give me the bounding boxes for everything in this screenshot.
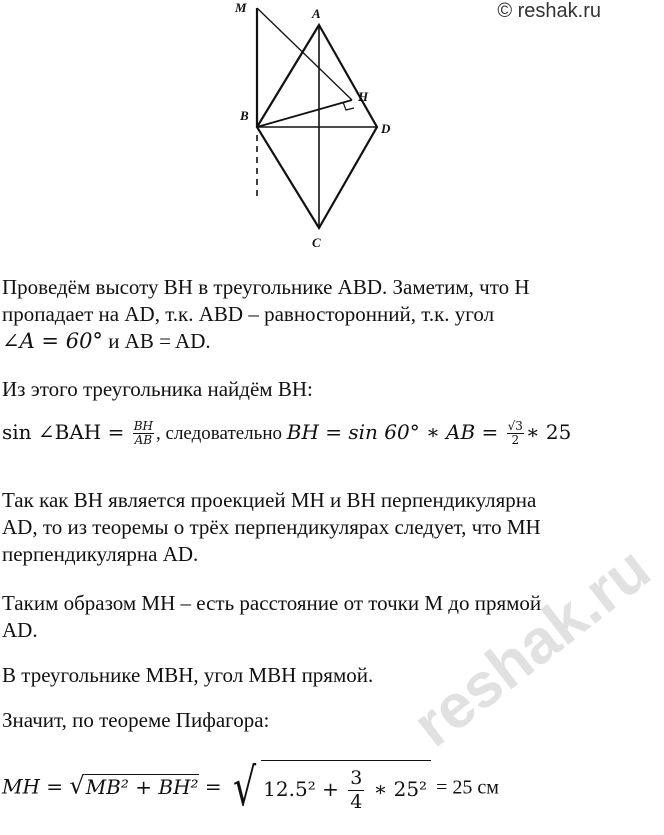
formula1-lhs: sin ∠BAH = (2, 420, 125, 444)
paragraph-4 (2, 590, 602, 644)
p4-line1: Таким образом MH – есть расстояние от точки M до прямой (2, 591, 542, 615)
right-angle-mark (343, 102, 354, 110)
label-H: H (358, 89, 369, 104)
formula-sin (2, 420, 571, 447)
source-watermark: © reshak.ru (497, 0, 601, 22)
label-M: M (235, 0, 247, 15)
p3-line3: перпендикулярна AD. (2, 542, 199, 566)
formula2-eq: = (198, 774, 229, 799)
formula1-rhs: BH = sin 60° ∗ AB = (286, 420, 499, 444)
fraction-3: 3 (350, 767, 363, 789)
formula2-sqrt-inner: MB² + BH² (85, 774, 199, 799)
angle-a-equation: ∠A = 60° (2, 329, 103, 353)
formula1-tail: ∗ 25 (525, 420, 572, 444)
fraction-3-4 (348, 767, 364, 814)
fraction-4: 4 (350, 791, 363, 813)
geometry-figure (225, 0, 395, 255)
paragraph-2: Из этого треугольника найдём BH: (2, 377, 313, 401)
p1-line1: Проведём высоту BH в треугольнике ABD. Заметим, что H (2, 275, 530, 299)
fraction-bh-ab (133, 420, 154, 447)
formula2-term2: ∗ 25² (367, 777, 428, 801)
formula2-lhs: MH = (2, 774, 70, 799)
label-C: C (312, 235, 321, 250)
formula2-term1: 12.5² + (263, 777, 346, 801)
fraction-sqrt3-2 (507, 420, 524, 447)
fraction-2: 2 (511, 433, 520, 447)
fraction-ab: AB (134, 433, 153, 447)
paragraph-3 (2, 487, 602, 568)
formula-pythagoras: MH = √MB² + BH² = √ 12.5² + $\frac{3}{4}$ ∗ 25² = 25 см (2, 758, 499, 818)
fraction-bh: BH (133, 419, 154, 433)
big-sqrt-radicand (261, 760, 431, 816)
formula1-middle: , следовательно (156, 423, 287, 444)
paragraph-1 (2, 274, 602, 355)
diagonal-watermark: reshak.ru (400, 533, 664, 761)
p3-line2: AD, то из теоремы о трёх перпендикулярах следует, что MH (2, 515, 541, 539)
p1-tail: и AB = AD. (102, 329, 211, 353)
paragraph-6: Значит, по теореме Пифагора: (2, 708, 270, 732)
label-A: A (312, 6, 321, 21)
p4-line2: AD. (2, 618, 38, 642)
fraction-sqrt3: √3 (507, 419, 523, 433)
p1-line2: пропадает на AD, т.к. ABD – равносторонний, т.к. угол (2, 302, 495, 326)
figure-svg (225, 0, 395, 255)
formula2-result: = 25 см (431, 776, 499, 799)
segment-MH (257, 8, 352, 100)
label-B: B (240, 108, 249, 123)
paragraph-5: В треугольнике MBH, угол MBH прямой. (2, 663, 374, 687)
label-D: D (381, 121, 391, 136)
p3-line1: Так как BH является проекцией MH и BH перпендикулярна (2, 488, 537, 512)
